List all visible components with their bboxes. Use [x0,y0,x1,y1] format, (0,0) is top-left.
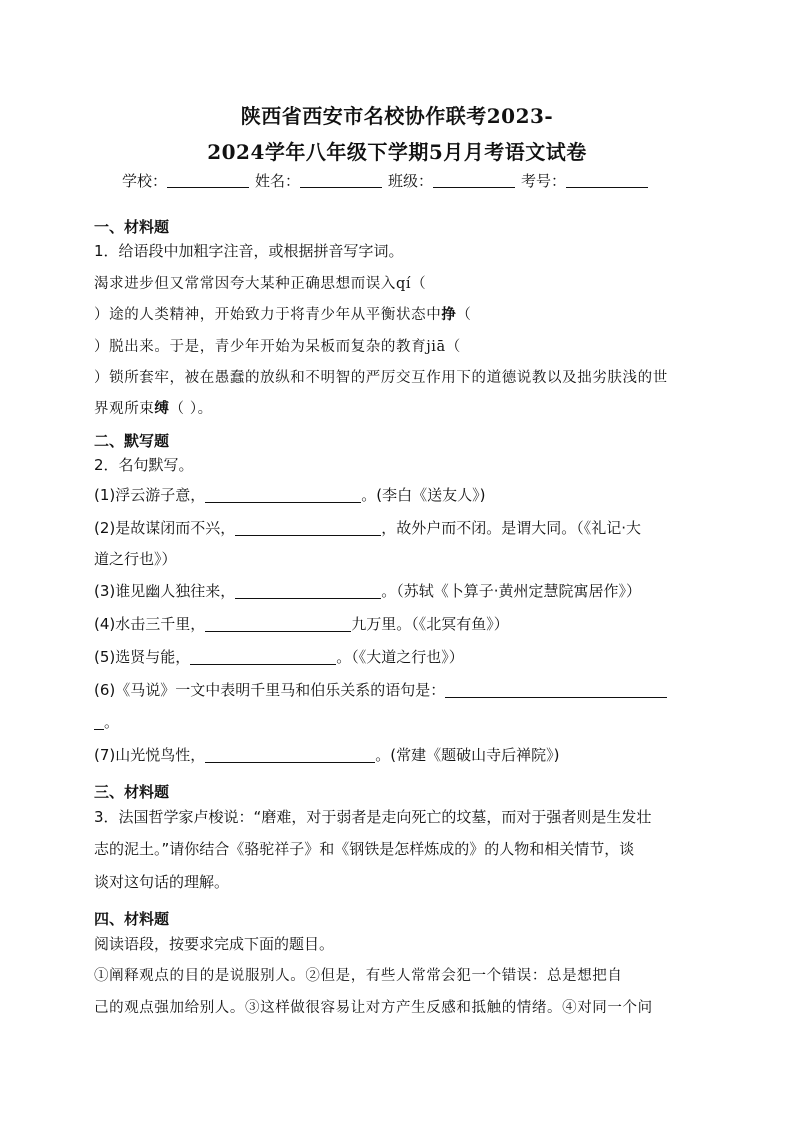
s4-passage-line-2: 己的观点强加给别人。③这样做很容易让对方产生反感和抵触的情绪。④对同一个问 [94,1000,653,1016]
name-field[interactable] [300,172,382,188]
exam-number-label: 考号： [521,172,567,190]
class-field[interactable] [433,172,515,188]
q1-passage-line-1: 渴求进步但又常常因夸大某种正确思想而误入qí（ [94,276,427,292]
section-3-heading: 三、材料题 [94,783,170,801]
q2-item-1-blank[interactable] [205,486,361,503]
q1-passage-line-2 [94,303,472,324]
q2-item-3-blank[interactable] [235,582,381,599]
bold-char-fu: 缚 [154,400,170,417]
question-3-line-2: 志的泥土。”请你结合《骆驼祥子》和《钢铁是怎样炼成的》的人物和相关情节，谈 [94,840,635,858]
question-2-prompt: 2．名句默写。 [94,456,194,474]
q1-passage-text: 界观所束 [94,401,155,417]
q2-item-4-rest: 九万里。（《北冥有鱼》） [351,615,509,633]
exam-title-line-2: 2024学年八年级下学期5月月考语文试卷 [207,140,587,164]
section-2-heading: 二、默写题 [94,432,170,450]
q2-item-3 [94,580,641,601]
school-field[interactable] [167,172,249,188]
q2-item-1 [94,484,485,505]
q2-item-5-source: 。（《大道之行也》） [336,648,464,666]
q2-item-6-end: 。 [104,713,120,731]
s4-passage-line-1: ①阐释观点的目的是说服别人。②但是，有些人常常会犯一个错误：总是想把自 [94,968,623,984]
q2-item-6-blank-cont[interactable] [94,713,104,730]
q1-answer-bracket[interactable]: （ ）。 [169,401,213,417]
exam-title-line-1: 陕西省西安市名校协作联考2023- [240,104,554,128]
q2-item-5-blank[interactable] [190,648,336,665]
q2-item-7-blank[interactable] [205,746,375,763]
q1-passage-text: ）途的人类精神，开始致力于将青少年从平衡状态中 [94,307,442,323]
question-3-line-3: 谈对这句话的理解。 [94,873,230,891]
q2-item-2-blank[interactable] [235,519,381,536]
bold-char-zheng: 挣 [441,306,457,323]
class-label: 班级： [388,172,434,190]
q2-item-2 [94,517,641,538]
q2-item-3-source: 。（苏轼《卜算子·黄州定慧院寓居作》） [381,582,642,600]
exam-number-field[interactable] [566,172,648,188]
q2-item-6 [94,679,667,700]
school-label: 学校： [122,172,168,190]
section-4-intro: 阅读语段，按要求完成下面的题目。 [94,935,335,953]
q2-item-6-cont [94,711,119,732]
q2-item-4-blank[interactable] [205,615,351,632]
q1-passage-line-5 [94,397,213,418]
question-1-prompt: 1．给语段中加粗字注音，或根据拼音写字词。 [94,242,404,260]
section-4-heading: 四、材料题 [94,910,170,928]
q2-item-1-text: (1)浮云游子意， [94,486,206,504]
q2-item-4 [94,613,509,634]
q2-item-4-text: (4)水击三千里， [94,615,206,633]
q2-item-2-rest: ，故外户而不闭。是谓大同。（《礼记·大 [381,519,642,537]
q2-item-1-source: 。(李白《送友人》) [361,486,486,504]
q2-item-5 [94,646,464,667]
q2-item-5-text: (5)选贤与能， [94,648,191,666]
q2-item-2-text: (2)是故谋闭而不兴， [94,519,236,537]
q2-item-7-source: 。(常建《题破山寺后禅院》) [375,746,560,764]
q2-item-7 [94,744,559,765]
name-label: 姓名： [255,172,301,190]
q2-item-2-cont: 道之行也》） [94,550,177,568]
q2-item-6-blank[interactable] [445,681,667,698]
q1-passage-line-3: ）脱出来。于是，青少年开始为呆板而复杂的教育jiā（ [94,339,461,355]
student-info-line [122,170,648,191]
section-1-heading: 一、材料题 [94,218,170,236]
q2-item-3-text: (3)谁见幽人独往来， [94,582,236,600]
q1-answer-bracket[interactable]: （ [456,307,472,323]
q1-passage-line-4: ）锁所套牢，被在愚蠢的放纵和不明智的严厉交互作用下的道德说教以及拙劣肤浅的世 [94,370,668,386]
question-3-line-1: 3．法国哲学家卢梭说：“磨难，对于弱者是走向死亡的坟墓，而对于强者则是生发壮 [94,808,652,826]
q2-item-7-text: (7)山光悦鸟性， [94,746,206,764]
q2-item-6-text: (6)《马说》一文中表明千里马和伯乐关系的语句是： [94,681,446,699]
